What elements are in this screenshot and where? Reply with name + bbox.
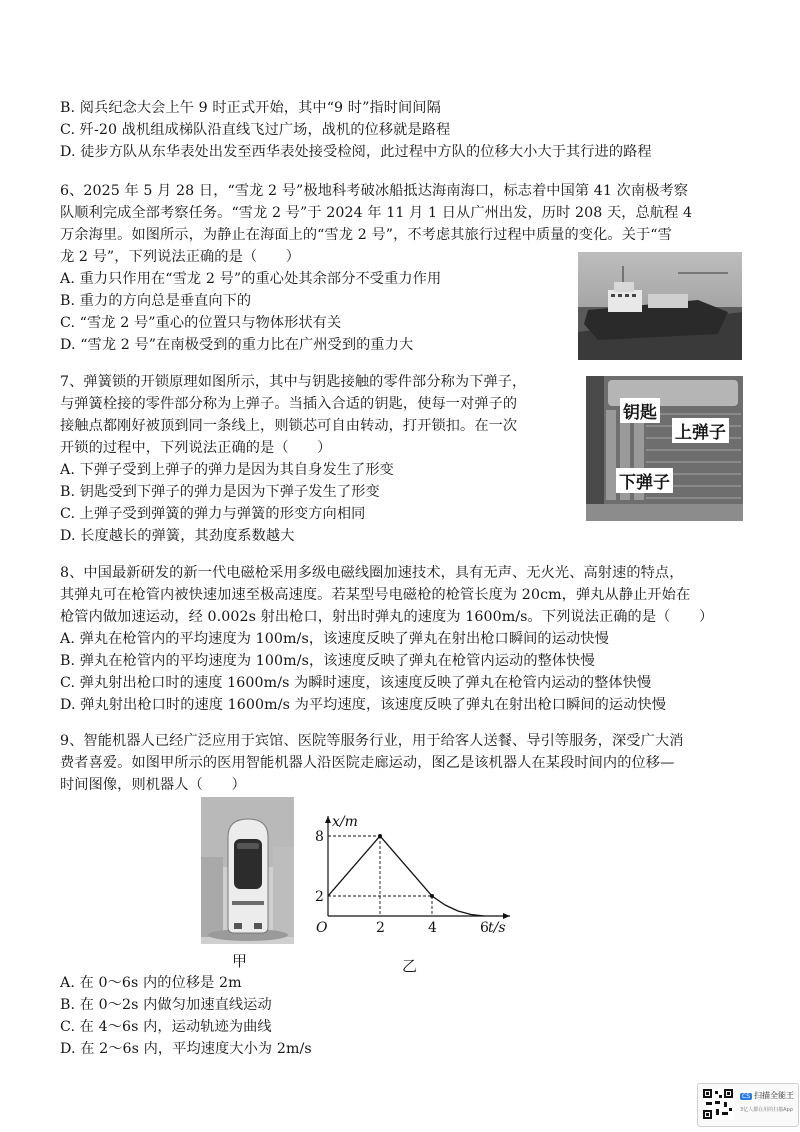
q6-stem-line-4: 龙 2 号”，下列说法正确的是（ ） — [60, 249, 301, 265]
lock-diagram — [586, 376, 743, 521]
q5-option-c: C. 歼-20 战机组成梯队沿直线飞过广场，战机的位移就是路程 — [60, 122, 451, 138]
q9-option-b: B. 在 0～2s 内做匀加速直线运动 — [60, 997, 272, 1013]
q9-option-c: C. 在 4～6s 内，运动轨迹为曲线 — [60, 1019, 272, 1035]
y-tick-label: 8 — [315, 829, 324, 845]
q8-option-d: D. 弹丸射出枪口时的速度 1600m/s 为平均速度，该速度反映了弹丸在射出枪口瞬间的运动快慢 — [60, 697, 667, 713]
data-point — [430, 894, 434, 898]
q7-stem-line-1: 7、弹簧锁的开锁原理如图所示，其中与钥匙接触的零件部分称为下弹子， — [60, 374, 527, 390]
q9-option-d: D. 在 2～6s 内，平均速度大小为 2m/s — [60, 1041, 312, 1057]
q9-stem-line-2: 费者喜爱。如图甲所示的医用智能机器人沿医院走廊运动，图乙是该机器人在某段时间内的位移— — [60, 755, 675, 771]
q9-option-a: A. 在 0～6s 内的位移是 2m — [60, 975, 242, 991]
q6-option-c: C. “雪龙 2 号”重心的位置只与物体形状有关 — [60, 315, 342, 331]
data-point — [378, 834, 382, 838]
label-upper-pin: 上弹子 — [672, 418, 729, 443]
q8-option-c: C. 弹丸射出枪口时的速度 1600m/s 为瞬时速度，该速度反映了弹丸在枪管内运动的整体快慢 — [60, 675, 652, 691]
robot-photo — [201, 797, 294, 944]
q9-stem-line-1: 9、智能机器人已经广泛应用于宾馆、医院等服务行业，用于给客人送餐、导引等服务，深受广大消 — [60, 733, 684, 749]
x-tick-label: 2 — [376, 920, 385, 936]
q6-option-d: D. “雪龙 2 号”在南极受到的重力比在广州受到的重力大 — [60, 337, 414, 353]
xt-curve-segment — [432, 896, 484, 916]
scanner-title-text: 扫描全能王 — [754, 1091, 794, 1100]
q7-stem-line-2: 与弹簧栓接的零件部分称为上弹子。当插入合适的钥匙，使每一对弹子的 — [60, 396, 518, 412]
q6-option-a: A. 重力只作用在“雪龙 2 号”的重心处其余部分不受重力作用 — [60, 271, 442, 287]
icebreaker-photo — [578, 252, 742, 360]
x-tick-label: 6 — [480, 920, 489, 936]
caption-jia: 甲 — [232, 952, 248, 970]
caption-yi: 乙 — [402, 957, 418, 975]
q6-stem-line-1: 6、2025 年 5 月 28 日，“雪龙 2 号”极地科考破冰船抵达海南海口，标志着中国第 41 次南极考察 — [60, 183, 689, 199]
q7-stem-line-3: 接触点都刚好被顶到同一条线上，则锁芯可自由转动，打开锁扣。在一次 — [60, 418, 518, 434]
q7-option-b: B. 钥匙受到下弹子的弹力是因为下弹子发生了形变 — [60, 484, 380, 500]
q8-stem-line-3: 枪管内做加速运动，经 0.002s 射出枪口，射出时弹丸的速度为 1600m/s。下列说法正确的是（ ） — [60, 609, 714, 625]
label-key: 钥匙 — [620, 398, 660, 423]
y-axis-arrow — [325, 816, 331, 823]
x-tick-label: 4 — [428, 920, 437, 936]
q8-stem-line-1: 8、中国最新研发的新一代电磁枪采用多级电磁线圈加速技术，具有无声、无火光、高射速的特点， — [60, 565, 684, 581]
q7-stem-line-4: 开锁的过程中，下列说法正确的是（ ） — [60, 440, 332, 456]
origin-label: O — [316, 920, 328, 936]
q8-option-a: A. 弹丸在枪管内的平均速度为 100m/s，该速度反映了弹丸在射出枪口瞬间的运动快慢 — [60, 631, 609, 647]
q6-stem-line-2: 队顺利完成全部考察任务。“雪龙 2 号”于 2024 年 11 月 1 日从广州出发，历时 208 天，总航程 4 — [60, 205, 693, 221]
scanner-title — [740, 1090, 794, 1101]
q8-stem-line-2: 其弹丸可在枪管内被快速加速至极高速度。若某型号电磁枪的枪管长度为 20cm，弹丸从静止开始在 — [60, 587, 691, 603]
scanner-logo: CS — [742, 1093, 750, 1100]
scanner-watermark — [697, 1083, 799, 1127]
q5-option-d: D. 徒步方队从东华表处出发至西华表处接受检阅，此过程中方队的位移大小大于其行进的路程 — [60, 144, 652, 160]
q7-option-a: A. 下弹子受到上弹子的弹力是因为其自身发生了形变 — [60, 462, 394, 478]
qr-code-icon — [702, 1088, 734, 1120]
label-lower-pin: 下弹子 — [616, 468, 673, 493]
q6-stem-line-3: 万余海里。如图所示，为静止在海面上的“雪龙 2 号”，不考虑其旅行过程中质量的变化。关于“雪 — [60, 227, 672, 243]
q5-option-b: B. 阅兵纪念大会上午 9 时正式开始，其中“9 时”指时间间隔 — [60, 100, 441, 116]
x-axis-label: t/s — [488, 920, 506, 936]
q7-option-d: D. 长度越长的弹簧，其劲度系数越大 — [60, 528, 295, 544]
scanner-subtitle: 3亿人都在用的扫描App — [740, 1107, 793, 1113]
xt-graph — [300, 800, 510, 950]
q6-option-b: B. 重力的方向总是垂直向下的 — [60, 293, 252, 309]
y-axis-label: x/m — [332, 814, 358, 830]
q7-option-c: C. 上弹子受到弹簧的弹力与弹簧的形变方向相同 — [60, 506, 366, 522]
y-tick-label: 2 — [315, 889, 324, 905]
x-axis-arrow — [503, 913, 510, 919]
q9-stem-line-3: 时间图像，则机器人（ ） — [60, 777, 246, 793]
q8-option-b: B. 弹丸在枪管内的平均速度为 100m/s，该速度反映了弹丸在枪管内运动的整体快慢 — [60, 653, 595, 669]
